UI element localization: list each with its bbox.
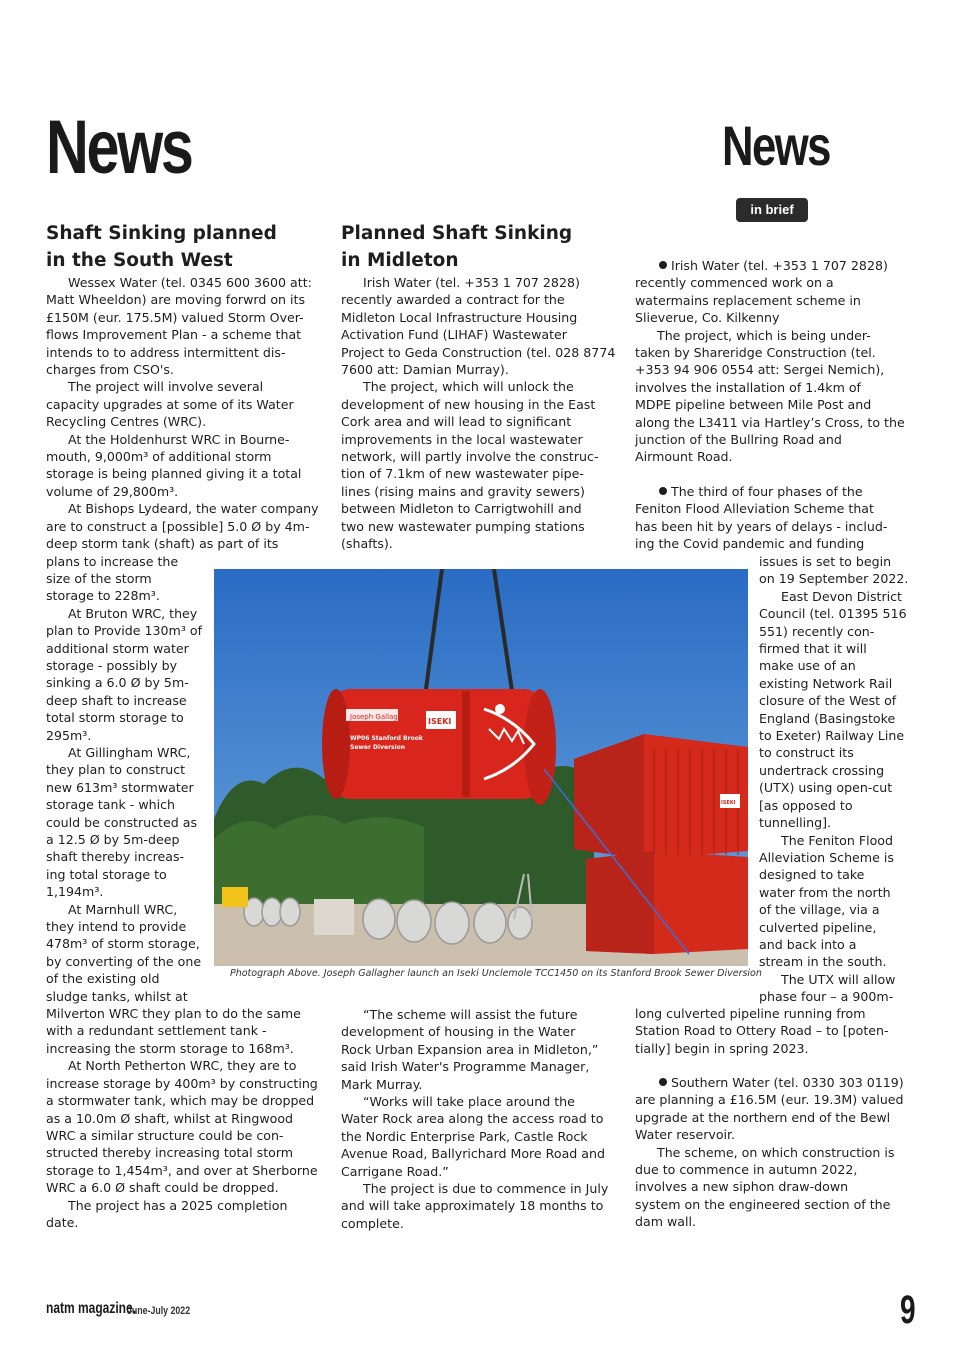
text-line: [635, 1144, 920, 1161]
text-line-content: “The scheme will assist the future: [363, 1007, 578, 1022]
text-line: [46, 1022, 336, 1039]
text-line-content: between Midleton to Carrigtwohill and: [341, 501, 582, 517]
article1-title-line1: Shaft Sinking planned: [46, 223, 277, 244]
text-line-content: increase storage by 400m³ by constructing: [46, 1075, 318, 1091]
text-line: [759, 623, 919, 640]
text-line-content: two new wastewater pumping stations: [341, 518, 585, 534]
text-line-content: The Feniton Flood: [781, 832, 893, 848]
text-line: [46, 1144, 336, 1161]
text-line: [759, 675, 919, 692]
text-line: [635, 448, 920, 465]
text-line: [759, 797, 919, 814]
text-line: [341, 1076, 626, 1093]
text-line: [759, 762, 919, 779]
text-line: [341, 1215, 626, 1232]
text-line-content: of the existing old: [46, 971, 160, 987]
text-line: [341, 448, 626, 465]
text-line-content: improvements in the local wastewater: [341, 431, 583, 447]
text-line: [341, 1163, 626, 1180]
text-line-content: total storm storage to: [46, 710, 184, 726]
text-line-content: firmed that it will: [759, 641, 867, 657]
text-line: [759, 832, 919, 849]
text-line-content: ing the Covid pandemic and funding: [635, 536, 865, 552]
text-line-content: date.: [46, 1214, 79, 1230]
text-line: [46, 344, 336, 361]
text-line-content: flows Improvement Plan - a scheme that: [46, 327, 302, 343]
text-line: [759, 744, 919, 761]
text-line-content: At North Petherton WRC, they are to: [68, 1058, 297, 1074]
text-line-content: structed thereby increasing total storm: [46, 1145, 294, 1161]
text-line-content: deep storm tank (shaft) as part of its: [46, 536, 279, 552]
text-line-content: Activation Fund (LIHAF) Wastewater: [341, 327, 567, 343]
text-line: [635, 1196, 920, 1213]
text-line: [341, 1041, 626, 1058]
text-line: [341, 1006, 626, 1023]
text-line: [46, 326, 336, 343]
text-line-content: lines (rising mains and gravity sewers): [341, 483, 585, 499]
text-line-content: Rock Urban Expansion area in Midleton,”: [341, 1041, 599, 1057]
tbm-brand: ISEKI: [428, 717, 452, 726]
text-line-content: to construct its: [759, 745, 854, 761]
text-line-content: At the Holdenhurst WRC in Bourne-: [68, 431, 290, 447]
text-line-content: new 613m³ stormwater: [46, 779, 194, 795]
text-line-content: Recycling Centres (WRC).: [46, 414, 207, 430]
text-line-content: system on the engineered section of the: [635, 1196, 891, 1212]
text-line-content: The project will involve several: [68, 379, 264, 395]
article2-title-line1: Planned Shaft Sinking: [341, 223, 573, 244]
text-line: [635, 1109, 920, 1126]
text-line: [46, 1057, 336, 1074]
text-line: [46, 1197, 336, 1214]
text-line-content: charges from CSO's.: [46, 362, 174, 378]
text-line-content: The third of four phases of the: [671, 484, 863, 499]
text-line: [46, 431, 336, 448]
text-line-content: tunnelling].: [759, 815, 832, 831]
text-line: [759, 988, 919, 1005]
text-line: [635, 1091, 920, 1108]
text-line: [341, 1145, 626, 1162]
text-line: [635, 257, 920, 274]
text-line-content: involves a new siphon draw-down: [635, 1179, 849, 1195]
text-line-content: mouth, 9,000m³ of additional storm: [46, 449, 272, 465]
text-line-content: ing total storage to: [46, 866, 167, 882]
text-line-content: MDPE pipeline between Mile Post and: [635, 397, 872, 413]
text-line-content: Project to Geda Construction (tel. 028 8774: [341, 344, 616, 360]
text-line-content: Station Road to Ottery Road – to [poten-: [635, 1023, 889, 1039]
text-line-content: plan to Provide 130m³ of: [46, 623, 203, 639]
text-line-content: The scheme, on which construction is: [657, 1144, 895, 1160]
text-line-content: Airmount Road.: [635, 449, 733, 465]
photo-caption: Photograph Above. Joseph Gallagher launch an Iseki Unclemole TCC1450 on its Stanford Brook Sewer Diversion: [230, 968, 762, 979]
text-line-content: storage to 1,454m³, and over at Sherborne: [46, 1162, 318, 1178]
text-line: [46, 553, 336, 570]
text-line-content: size of the storm: [46, 570, 152, 586]
text-line: [46, 1179, 336, 1196]
text-line-content: culverted pipeline,: [759, 919, 877, 935]
article2-body-bottom: [341, 1006, 626, 1232]
text-line: [46, 1214, 336, 1231]
text-line-content: 1,194m³.: [46, 884, 104, 900]
text-line-content: WRC a similar structure could be con-: [46, 1127, 284, 1143]
text-line-content: upgrade at the northern end of the Bewl: [635, 1109, 891, 1125]
text-line-content: At Gillingham WRC,: [68, 744, 191, 760]
text-line-content: network, will partly involve the construc-: [341, 449, 599, 465]
text-line: [635, 344, 920, 361]
text-line-content: England (Basingstoke: [759, 710, 896, 726]
text-line: [635, 1074, 920, 1091]
text-line-content: capacity upgrades at some of its Water: [46, 396, 294, 412]
text-line-content: issues is set to begin: [759, 554, 892, 569]
brief-item2-narrow: [759, 553, 919, 1006]
article1-title-line2: in the South West: [46, 250, 233, 271]
text-line: [46, 309, 336, 326]
text-line: [341, 413, 626, 430]
text-line-content: due to commence in autumn 2022,: [635, 1162, 858, 1178]
text-line: [46, 988, 336, 1005]
text-line: [46, 500, 336, 517]
text-line: [635, 379, 920, 396]
text-line-content: said Irish Water's Programme Manager,: [341, 1059, 590, 1075]
text-line: [46, 1075, 336, 1092]
text-line-content: designed to take: [759, 867, 865, 883]
text-line-content: watermains replacement scheme in: [635, 292, 861, 308]
text-line-content: are to construct a [possible] 5.0 Ø by 4m-: [46, 518, 310, 534]
container-brand: ISEKI: [721, 800, 736, 806]
text-line: [759, 936, 919, 953]
text-line: [46, 291, 336, 308]
tbm-label-company: Joseph Gallagher: [350, 713, 410, 721]
text-line: [46, 1092, 336, 1109]
text-line: [341, 1058, 626, 1075]
news-masthead: News: [46, 105, 192, 190]
text-line: [759, 779, 919, 796]
text-line-content: Water reservoir.: [635, 1127, 736, 1143]
text-line-content: undertrack crossing: [759, 762, 885, 778]
text-line: [759, 657, 919, 674]
text-line: [46, 1127, 336, 1144]
text-line: [635, 1022, 920, 1039]
text-line-content: and back into a: [759, 936, 857, 952]
text-line: [341, 535, 626, 552]
text-line: [46, 1040, 336, 1057]
text-line-content: shaft thereby increas-: [46, 849, 185, 865]
text-line-content: Wessex Water (tel. 0345 600 3600 att:: [68, 275, 312, 290]
text-line-content: Milverton WRC they plan to do the same: [46, 1006, 301, 1022]
text-line-content: [as opposed to: [759, 797, 853, 813]
text-line: [341, 500, 626, 517]
text-line-content: £150M (eur. 175.5M) valued Storm Over-: [46, 309, 304, 325]
tbm-label-diversion: Sewer Diversion: [350, 744, 406, 751]
text-line: [759, 953, 919, 970]
text-line: [46, 274, 336, 291]
text-line: [759, 901, 919, 918]
text-line: [635, 483, 920, 500]
text-line: [341, 1110, 626, 1127]
text-line: [46, 518, 336, 535]
bullet-icon: [659, 261, 667, 269]
text-line-content: At Bruton WRC, they: [68, 605, 198, 621]
text-line-content: Carrigane Road.”: [341, 1163, 449, 1179]
text-line: [341, 1197, 626, 1214]
text-line-content: on 19 September 2022.: [759, 571, 909, 587]
text-line: [759, 849, 919, 866]
text-line-content: storage is being planned giving it a total: [46, 466, 302, 482]
text-line: [341, 396, 626, 413]
text-line-content: +353 94 906 0554 att: Sergei Nemich),: [635, 362, 885, 378]
text-line: [341, 361, 626, 378]
text-line: [341, 518, 626, 535]
text-line-content: The UTX will allow: [781, 971, 896, 987]
text-line-content: tially] begin in spring 2023.: [635, 1040, 809, 1056]
text-line: [46, 448, 336, 465]
text-line-content: sinking a 6.0 Ø by 5m-: [46, 675, 189, 691]
text-line-content: could be constructed as: [46, 814, 198, 830]
bullet-icon: [659, 487, 667, 495]
text-line: [341, 344, 626, 361]
text-line: [341, 1093, 626, 1110]
text-line-content: development of housing in the Water: [341, 1024, 576, 1040]
text-line-content: they plan to construct: [46, 762, 186, 778]
text-line-content: recently commenced work on a: [635, 275, 834, 291]
text-line-content: make use of an: [759, 658, 856, 674]
text-line: [759, 588, 919, 605]
text-line-content: At Bishops Lydeard, the water company: [68, 501, 319, 517]
text-line-content: storage tank - which: [46, 797, 176, 813]
text-line: [341, 1180, 626, 1197]
text-line-content: Water Rock area along the access road to: [341, 1111, 604, 1127]
text-line-content: Cork area and will lead to significant: [341, 414, 572, 430]
text-line-content: long culverted pipeline running from: [635, 1006, 866, 1021]
text-line: [341, 378, 626, 395]
text-line-content: Irish Water (tel. +353 1 707 2828): [363, 275, 580, 290]
article2-body-top: [341, 274, 626, 553]
text-line: [635, 1040, 920, 1057]
text-line: [46, 413, 336, 430]
footer-magazine-title: natm magazine.: [46, 1300, 137, 1317]
text-line-content: Midleton Local Infrastructure Housing: [341, 309, 578, 325]
text-line-content: involves the installation of 1.4km of: [635, 379, 861, 395]
text-line: [46, 396, 336, 413]
text-line: [635, 1126, 920, 1143]
text-line: [341, 1023, 626, 1040]
text-line-content: as a 10.0m Ø shaft, whilst at Ringwood: [46, 1110, 294, 1126]
article2-title-line2: in Midleton: [341, 250, 459, 271]
text-line: [46, 465, 336, 482]
text-line: [759, 640, 919, 657]
text-line: [635, 1161, 920, 1178]
text-line-content: the Nordic Enterprise Park, Castle Rock: [341, 1128, 588, 1144]
text-line: [341, 291, 626, 308]
text-line-content: The project, which is being under-: [657, 327, 871, 343]
text-line-content: to Exeter) Railway Line: [759, 728, 905, 744]
text-line-content: Mark Murray.: [341, 1076, 423, 1092]
text-line-content: plans to increase the: [46, 553, 179, 569]
text-line-content: “Works will take place around the: [363, 1094, 575, 1110]
text-line-content: taken by Shareridge Construction (tel.: [635, 345, 876, 361]
text-line: [46, 535, 336, 552]
tbm-label-project: WP06 Stanford Brook: [350, 735, 423, 742]
text-line: [759, 553, 919, 570]
text-line-content: complete.: [341, 1215, 404, 1231]
text-line-content: Southern Water (tel. 0330 303 0119): [671, 1075, 904, 1090]
text-line: [759, 884, 919, 901]
text-line-content: Irish Water (tel. +353 1 707 2828): [671, 258, 888, 273]
text-line: [759, 710, 919, 727]
text-line-content: 478m³ of storm storage,: [46, 936, 200, 952]
text-line-content: existing Network Rail: [759, 675, 893, 691]
text-line-content: Feniton Flood Alleviation Scheme that: [635, 501, 874, 517]
text-line: [759, 814, 919, 831]
text-line-content: with a redundant settlement tank -: [46, 1023, 267, 1039]
text-line: [635, 274, 920, 291]
text-line-content: volume of 29,800m³.: [46, 483, 179, 499]
text-line: [635, 361, 920, 378]
text-line: [635, 431, 920, 448]
text-line: [635, 1178, 920, 1195]
text-line-content: of the village, via a: [759, 902, 880, 918]
text-line: [341, 1128, 626, 1145]
text-line: [635, 414, 920, 431]
text-line-content: has been hit by years of delays - includ-: [635, 518, 888, 534]
text-line-content: storage to 228m³.: [46, 588, 160, 604]
brief-item2-top: [635, 483, 920, 553]
text-line-content: storage - possibly by: [46, 657, 178, 673]
text-line-content: by converting of the one: [46, 953, 202, 969]
text-line-content: increasing the storm storage to 168m³.: [46, 1040, 294, 1056]
article1-headline: [46, 220, 277, 274]
text-line: [341, 465, 626, 482]
text-line: [635, 327, 920, 344]
text-line: [759, 919, 919, 936]
text-line: [341, 483, 626, 500]
text-line-content: 551) recently con-: [759, 623, 875, 639]
in-brief-badge: in brief: [736, 198, 808, 222]
text-line-content: 7600 att: Damian Murray).: [341, 362, 509, 378]
text-line-content: along the L3411 via Hartley’s Cross, to the: [635, 414, 905, 430]
text-line: [46, 483, 336, 500]
text-line: [759, 570, 919, 587]
text-line: [635, 1213, 920, 1230]
news-in-brief-masthead: News: [722, 114, 830, 177]
text-line: [759, 692, 919, 709]
text-line-content: (UTX) using open-cut: [759, 780, 893, 796]
text-line-content: water from the north: [759, 884, 891, 900]
text-line-content: 295m³.: [46, 727, 92, 743]
tbm-launch-photo: [214, 569, 748, 966]
text-line-content: The project, which will unlock the: [363, 379, 574, 395]
text-line: [635, 535, 920, 552]
text-line-content: they intend to provide: [46, 919, 187, 935]
text-line-content: The project has a 2025 completion: [68, 1197, 288, 1213]
text-line-content: additional storm water: [46, 640, 189, 656]
text-line-content: deep shaft to increase: [46, 692, 187, 708]
text-line: [46, 378, 336, 395]
text-line: [341, 326, 626, 343]
text-line-content: development of new housing in the East: [341, 396, 596, 412]
text-line-content: tion of 7.1km of new wastewater pipe-: [341, 466, 584, 482]
brief-item3: [635, 1074, 920, 1231]
text-line-content: recently awarded a contract for the: [341, 292, 565, 308]
text-line-content: WRC a 6.0 Ø shaft could be dropped.: [46, 1180, 279, 1196]
text-line: [759, 605, 919, 622]
text-line-content: and will take approximately 18 months to: [341, 1198, 604, 1214]
text-line: [759, 727, 919, 744]
text-line: [341, 309, 626, 326]
bullet-icon: [659, 1078, 667, 1086]
text-line: [46, 1110, 336, 1127]
text-line-content: intends to to address intermittent dis-: [46, 344, 286, 360]
text-line-content: Alleviation Scheme is: [759, 849, 894, 865]
brief-item2-tail: [635, 1005, 920, 1057]
footer-issue-date: June-July 2022: [127, 1305, 191, 1317]
text-line: [46, 1162, 336, 1179]
text-line-content: stream in the south.: [759, 954, 887, 970]
text-line-content: are planning a £16.5M (eur. 19.3M) valued: [635, 1092, 904, 1108]
photo-illustration: [214, 569, 748, 966]
text-line-content: Matt Wheeldon) are moving forwrd on its: [46, 292, 306, 308]
brief-item1: [635, 257, 920, 466]
text-line: [341, 274, 626, 291]
text-line-content: junction of the Bullring Road and: [635, 432, 842, 448]
text-line-content: Avenue Road, Ballyrichard More Road and: [341, 1146, 605, 1162]
article2-headline: [341, 220, 572, 274]
text-line-content: dam wall.: [635, 1214, 697, 1230]
text-line-content: At Marnhull WRC,: [68, 901, 178, 917]
text-line: [635, 500, 920, 517]
text-line: [635, 292, 920, 309]
text-line: [635, 518, 920, 535]
text-line: [635, 1005, 920, 1022]
text-line: [635, 309, 920, 326]
text-line-content: East Devon District: [781, 588, 902, 604]
page-number: 9: [900, 1288, 916, 1332]
text-line: [759, 866, 919, 883]
text-line-content: phase four – a 900m-: [759, 989, 894, 1005]
text-line: [46, 361, 336, 378]
text-line: [759, 971, 919, 988]
text-line-content: Council (tel. 01395 516: [759, 606, 907, 622]
text-line-content: (shafts).: [341, 536, 393, 552]
text-line-content: closure of the West of: [759, 693, 897, 709]
text-line: [635, 396, 920, 413]
text-line: [46, 1005, 336, 1022]
text-line: [341, 431, 626, 448]
text-line-content: Slieverue, Co. Kilkenny: [635, 310, 780, 326]
text-line-content: The project is due to commence in July: [363, 1181, 609, 1197]
text-line-content: a stormwater tank, which may be dropped: [46, 1093, 315, 1109]
text-line-content: a 12.5 Ø by 5m-deep: [46, 832, 180, 847]
text-line-content: sludge tanks, whilst at: [46, 988, 188, 1004]
